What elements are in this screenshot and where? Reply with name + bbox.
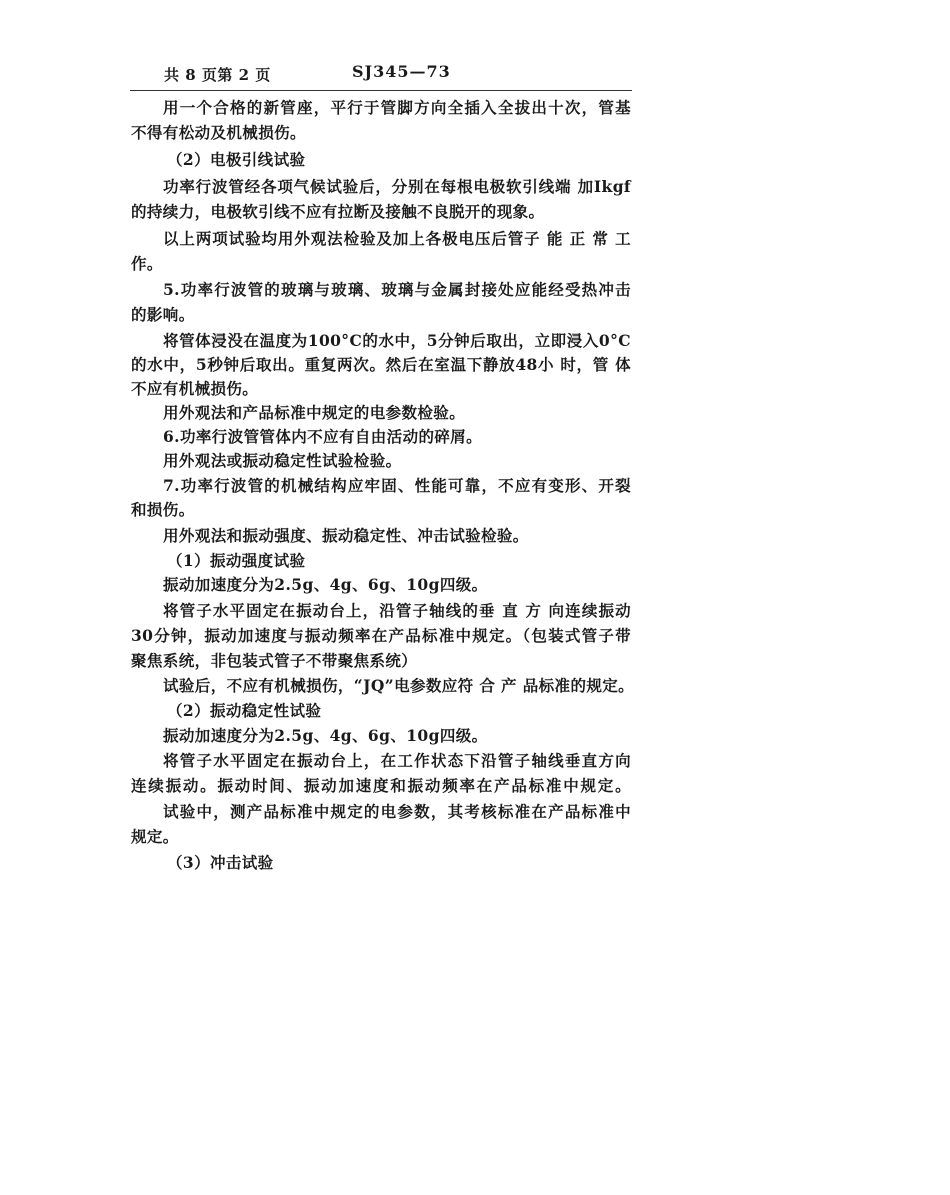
text-line: 的影响。 — [131, 305, 195, 324]
text-line: 7.功率行波管的机械结构应牢固、性能可靠，不应有变形、开裂 — [163, 476, 631, 495]
document-number: SJ345—73 — [352, 62, 451, 81]
text-line: 以上两项试验均用外观法检验及加上各极电压后管子 能 正 常 工 — [163, 229, 631, 248]
text-line: 30分钟，振动加速度与振动频率在产品标准中规定。（包装式管子带 — [131, 626, 631, 645]
section-heading: （1）振动强度试验 — [167, 551, 306, 570]
text-line: 功率行波管经各项气候试验后，分别在每根电极软引线端 加Ikgf — [163, 177, 631, 196]
page-number: 共 8 页第 2 页 — [164, 66, 271, 84]
text-line: 聚焦系统，非包装式管子不带聚焦系统） — [131, 651, 418, 670]
header-rule — [130, 90, 632, 91]
text-line: 不得有松动及机械损伤。 — [131, 123, 306, 142]
text-line: 规定。 — [131, 827, 179, 846]
text-line: 试验后，不应有机械损伤，“JQ”电参数应符 合 产 品标准的规定。 — [163, 676, 635, 695]
page-header — [130, 62, 630, 86]
section-heading: （2）电极引线试验 — [167, 150, 306, 169]
text-line: 振动加速度分为2.5g、4g、6g、10g四级。 — [163, 726, 488, 745]
text-line: 的水中，5秒钟后取出。重复两次。然后在室温下静放48小 时，管 体 — [131, 355, 631, 374]
text-line: 用外观法和产品标准中规定的电参数检验。 — [163, 403, 466, 422]
text-line: 振动加速度分为2.5g、4g、6g、10g四级。 — [163, 575, 488, 594]
text-line: 用一个合格的新管座，平行于管脚方向全插入全拔出十次，管基 — [163, 98, 631, 117]
text-line: 将管子水平固定在振动台上，沿管子轴线的垂 直 方 向连续振动 — [163, 601, 631, 620]
text-line: 和损伤。 — [131, 500, 195, 519]
text-line: 用外观法或振动稳定性试验检验。 — [163, 451, 402, 470]
section-heading: （2）振动稳定性试验 — [167, 701, 322, 720]
section-heading: （3）冲击试验 — [167, 853, 274, 872]
text-line: 的持续力，电极软引线不应有拉断及接触不良脱开的现象。 — [131, 202, 545, 221]
text-line: 连续振动。振动时间、振动加速度和振动频率在产品标准中规定。 — [131, 776, 631, 795]
text-line: 试验中，测产品标准中规定的电参数，其考核标准在产品标准中 — [163, 802, 631, 821]
text-line: 作。 — [131, 254, 163, 273]
text-line: 将管子水平固定在振动台上，在工作状态下沿管子轴线垂直方向 — [163, 751, 631, 770]
text-line: 5.功率行波管的玻璃与玻璃、玻璃与金属封接处应能经受热冲击 — [163, 280, 631, 299]
text-line: 将管体浸没在温度为100°C的水中，5分钟后取出，立即浸入0°C — [163, 331, 631, 350]
text-line: 用外观法和振动强度、振动稳定性、冲击试验检验。 — [163, 526, 529, 545]
text-line: 6.功率行波管管体内不应有自由活动的碎屑。 — [163, 427, 483, 446]
text-line: 不应有机械损伤。 — [131, 379, 259, 398]
